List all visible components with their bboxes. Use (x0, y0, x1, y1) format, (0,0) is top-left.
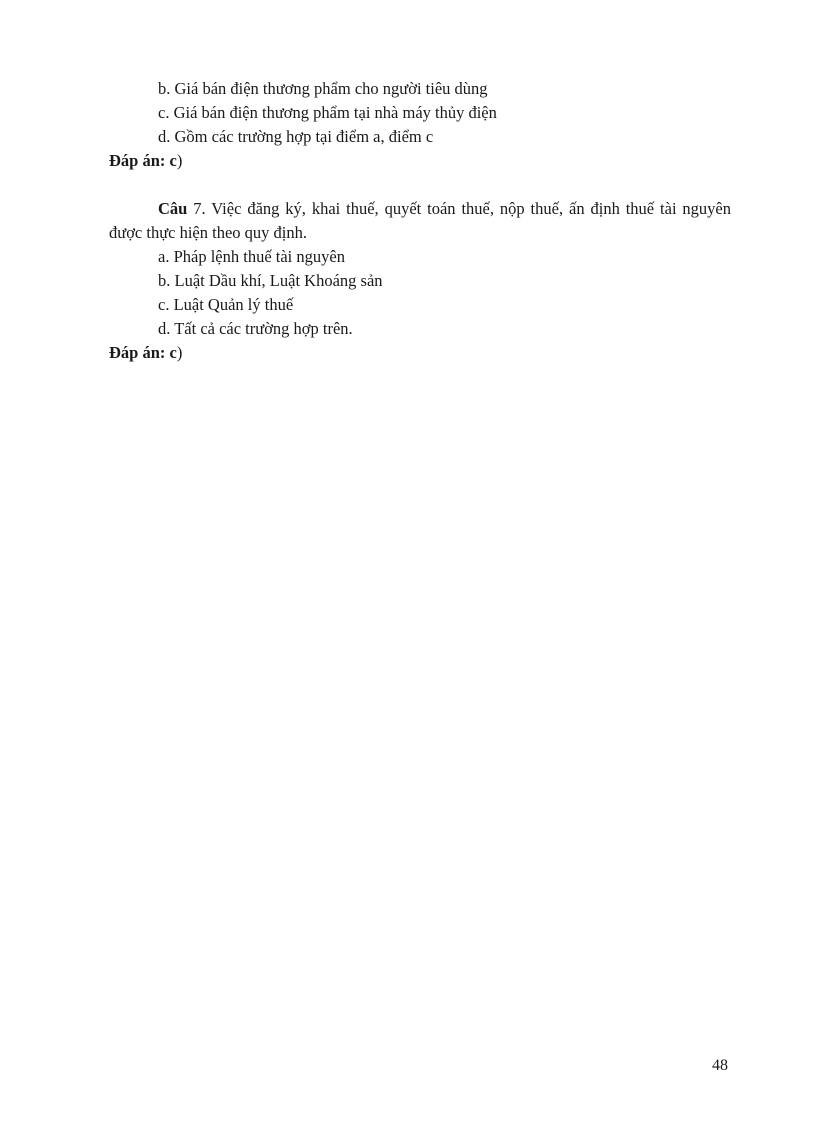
question-7-number: 7. (193, 199, 206, 218)
prev-answer-paren: ) (176, 151, 183, 170)
q7-answer-paren: ) (176, 343, 183, 362)
page-number: 48 (712, 1057, 728, 1074)
prev-option-b: b. Giá bán điện thương phẩm cho người tiêu dùng (158, 79, 488, 98)
q7-option-a: a. Pháp lệnh thuế tài nguyên (158, 247, 345, 266)
q7-answer-value: c (169, 343, 177, 362)
prev-option-d: d. Gồm các trường hợp tại điểm a, điểm c (158, 127, 434, 146)
prev-answer-label: Đáp án: (109, 151, 166, 170)
q7-answer-label: Đáp án: (109, 343, 166, 362)
prev-option-c: c. Giá bán điện thương phẩm tại nhà máy thủy điện (158, 103, 497, 122)
prev-answer-value: c (169, 151, 177, 170)
question-7-text: Việc đăng ký, khai thuế, quyết toán thuế, nộp thuế, ấn định thuế tài nguyên được thực hiện theo quy định. (109, 199, 732, 242)
question-7-label: Câu (158, 199, 188, 218)
q7-answer (109, 341, 182, 365)
q7-option-c: c. Luật Quản lý thuế (158, 295, 294, 314)
question-7 (109, 197, 731, 245)
prev-answer (109, 149, 182, 173)
q7-option-d: d. Tất cả các trường hợp trên. (158, 319, 353, 338)
q7-option-b: b. Luật Dầu khí, Luật Khoáng sản (158, 271, 383, 290)
